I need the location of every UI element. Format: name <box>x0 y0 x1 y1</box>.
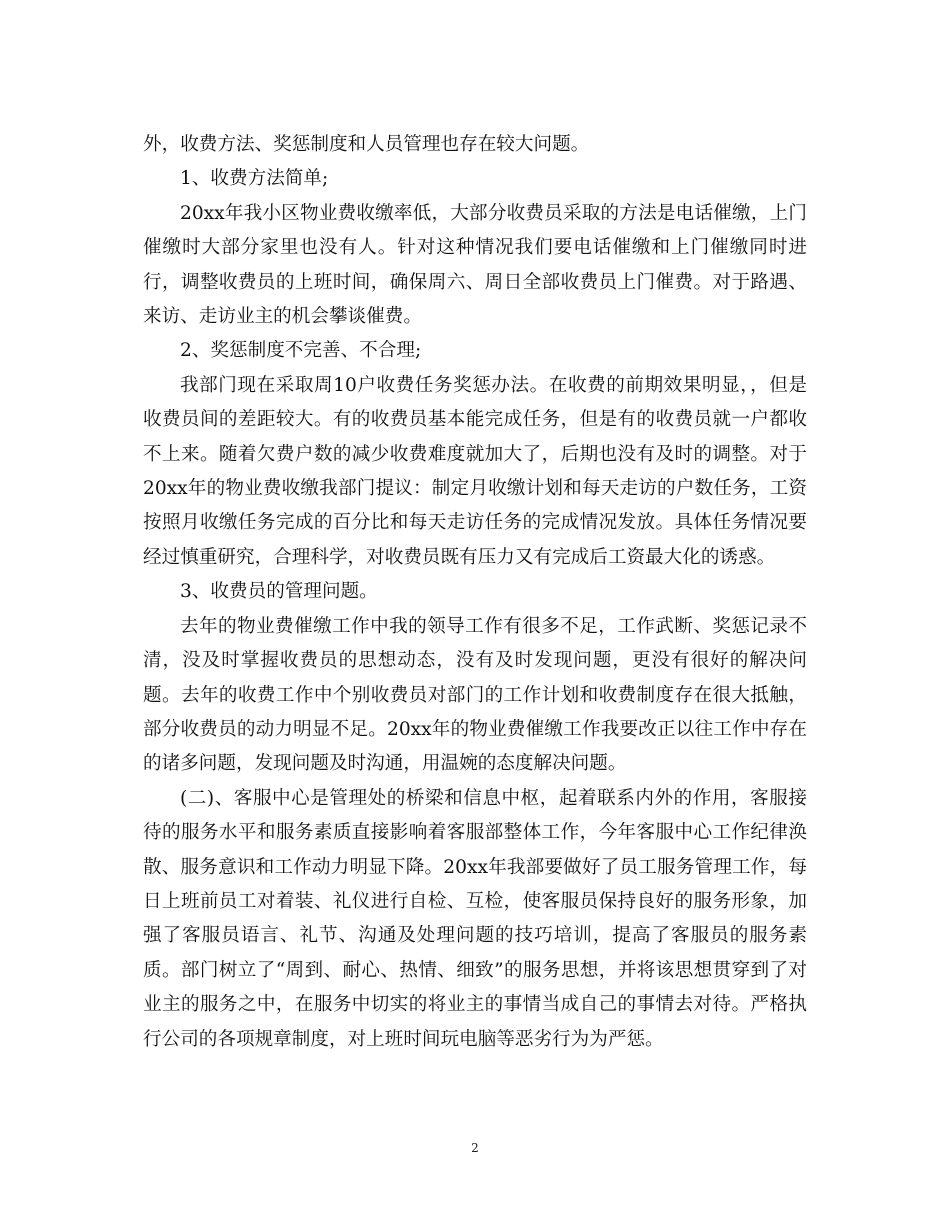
heading-collector-management: 3、收费员的管理问题。 <box>180 581 378 603</box>
paragraph-collector-management: 去年的物业费催缴工作中我的领导工作有很多不足，工作武断、奖惩记录不清，没及时掌握收费员的思想动态，没有及时发现问题，更没有很好的解决问题。去年的收费工作中个别收费员对部门的工作计划和收费制度存在很大抵触，部分收费员的动力明显不足。20xx年的物业费催缴工作我要改正以往工作中存在的诸多问题，发现问题及时沟通，用温婉的态度解决问题。 <box>143 615 807 775</box>
paragraph-customer-service: (二)、客服中心是管理处的桥梁和信息中枢，起着联系内外的作用，客服接待的服务水平和服务素质直接影响着客服部整体工作，今年客服中心工作纪律涣散、服务意识和工作动力明显下降。20xx年我部要做好了员工服务管理工作，每日上班前员工对着装、礼仪进行自检、互检，使客服员保持良好的服务形象，加强了客服员语言、礼节、沟通及处理问题的技巧培训，提高了客服员的服务素质。部门树立了“周到、耐心、热情、细致”的服务思想，并将该思想贯穿到了对业主的服务之中，在服务中切实的将业主的事情当成自己的事情去对待。严格执行公司的各项规章制度，对上班时间玩电脑等恶劣行为为严惩。 <box>143 787 807 1050</box>
heading-fee-method: 1、收费方法简单; <box>180 168 329 190</box>
page-number: 2 <box>471 1141 479 1155</box>
document-body <box>143 128 807 1057</box>
paragraph-continuation: 外，收费方法、奖惩制度和人员管理也存在较大问题。 <box>143 134 590 155</box>
heading-reward-penalty: 2、奖惩制度不完善、不合理; <box>180 340 422 362</box>
paragraph-fee-method: 20xx年我小区物业费收缴率低，大部分收费员采取的方法是电话催缴，上门催缴时大部分家里也没有人。针对这种情况我们要电话催缴和上门催缴同时进行，调整收费员的上班时间，确保周六、周日全部收费员上门催费。对于路遇、来访、走访业主的机会攀谈催费。 <box>143 202 807 328</box>
paragraph-reward-penalty: 我部门现在采取周10户收费任务奖惩办法。在收费的前期效果明显，，但是收费员间的差距较大。有的收费员基本能完成任务，但是有的收费员就一户都收不上来。随着欠费户数的减少收费难度就加大了，后期也没有及时的调整。对于20xx年的物业费收缴我部门提议：制定月收缴计划和每天走访的户数任务，工资按照月收缴任务完成的百分比和每天走访任务的完成情况发放。具体任务情况要经过慎重研究，合理科学，对收费员既有压力又有完成后工资最大化的诱惑。 <box>143 374 807 568</box>
